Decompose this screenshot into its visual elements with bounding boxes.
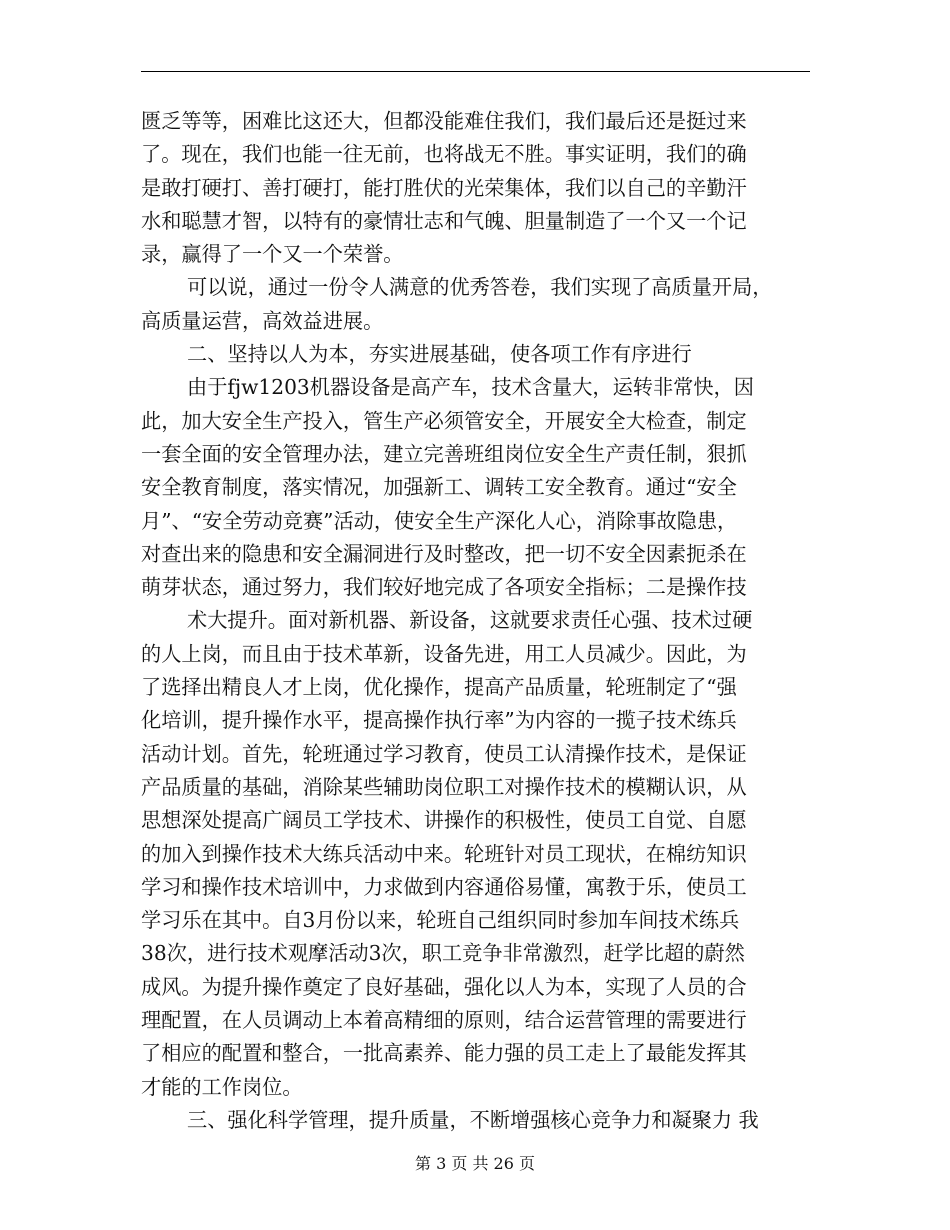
text-line: 才能的工作岗位。 [141, 1074, 303, 1099]
text-line: 水和聪慧才智，以特有的豪情壮志和气魄、胆量制造了一个又一个记 [141, 208, 747, 233]
text-line: 一套全面的安全管理办法，建立完善班组岗位安全生产责任制，狠抓 [141, 441, 747, 466]
text-line: 月”、“安全劳动竞赛”活动，使安全生产深化人心，消除事故隐患， [141, 508, 738, 533]
text-line: 的人上岗，而且由于技术革新，设备先进，用工人员减少。因此，为 [141, 641, 747, 666]
text-line: 成风。为提升操作奠定了良好基础，强化以人为本，实现了人员的合 [141, 974, 747, 999]
text-line: 了。现在，我们也能一往无前，也将战无不胜。事实证明，我们的确 [141, 142, 747, 167]
text-line: 安全教育制度，落实情况，加强新工、调转工安全教育。通过“安全 [141, 475, 737, 500]
text-line: 了选择出精良人才上岗，优化操作，提高产品质量，轮班制定了“强 [141, 675, 737, 700]
text-line: 三、强化科学管理，提升质量，不断增强核心竞争力和凝聚力 我 [187, 1107, 759, 1132]
text-line: 由于fjw1203机器设备是高产车，技术含量大，运转非常快，因 [187, 375, 754, 400]
text-line: 思想深处提高广阔员工学技术、讲操作的积极性，使员工自觉、自愿 [141, 808, 747, 833]
text-line: 此，加大安全生产投入，管生产必须管安全，开展安全大检查，制定 [141, 408, 747, 433]
text-line: 对查出来的隐患和安全漏洞进行及时整改，把一切不安全因素扼杀在 [141, 541, 747, 566]
text-line: 化培训，提升操作水平，提高操作执行率”为内容的一揽子技术练兵 [141, 708, 737, 733]
text-line: 产品质量的基础，消除某些辅助岗位职工对操作技术的模糊认识，从 [141, 774, 747, 799]
text-line: 了相应的配置和整合，一批高素养、能力强的员工走上了最能发挥其 [141, 1041, 747, 1066]
header-rule [141, 71, 810, 72]
text-line: 可以说，通过一份令人满意的优秀答卷，我们实现了高质量开局， [187, 275, 773, 300]
text-line: 学习和操作技术培训中，力求做到内容通俗易懂，寓教于乐，使员工 [141, 874, 747, 899]
text-line: 38次，进行技术观摩活动3次，职工竞争非常激烈，赶学比超的蔚然 [141, 941, 745, 966]
text-line: 是敢打硬打、善打硬打，能打胜伏的光荣集体，我们以自己的辛勤汗 [141, 175, 747, 200]
text-line: 高质量运营，高效益进展。 [141, 308, 384, 333]
text-line: 的加入到操作技术大练兵活动中来。轮班针对员工现状，在棉纺知识 [141, 841, 747, 866]
text-line: 二、坚持以人为本，夯实进展基础，使各项工作有序进行 [187, 342, 692, 367]
text-line: 萌芽状态，通过努力，我们较好地完成了各项安全指标；二是操作技 [141, 575, 747, 600]
text-line: 术大提升。面对新机器、新设备，这就要求责任心强、技术过硬 [187, 608, 753, 633]
text-line: 学习乐在其中。自3月份以来，轮班自己组织同时参加车间技术练兵 [141, 908, 740, 933]
text-line: 理配置，在人员调动上本着高精细的原则，结合运营管理的需要进行 [141, 1008, 747, 1033]
page-footer: 第 3 页 共 26 页 [415, 1154, 535, 1173]
body-text [141, 105, 813, 1137]
text-line: 活动计划。首先，轮班通过学习教育，使员工认清操作技术，是保证 [141, 741, 747, 766]
text-line: 录，赢得了一个又一个荣誉。 [141, 242, 404, 267]
text-line: 匮乏等等，困难比这还大，但都没能难住我们，我们最后还是挺过来 [141, 109, 747, 133]
